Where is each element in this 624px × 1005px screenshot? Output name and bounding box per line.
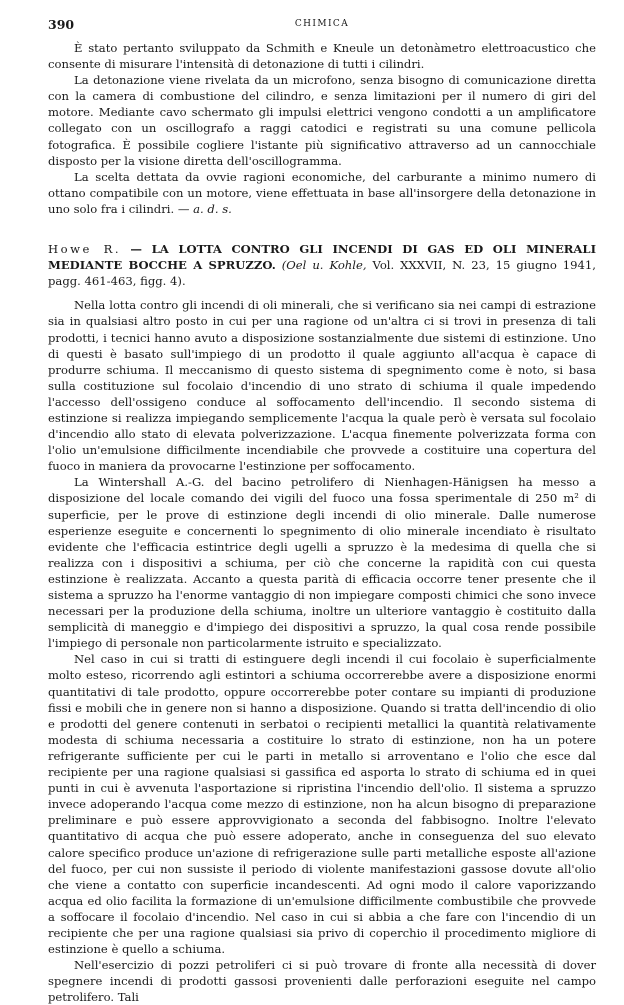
intro-paragraph-2: La detonazione viene rivelata da un microfono, senza bisogno di comunicazione diretta con la camera di combustione del cilindro, e senza limitazioni per il numero di giri del motore. Mediante cavo schermato gli impulsi elettrici vengono condotti a un amplificatore collegato con un oscillografo a raggi catodici e registrati su una comune pellicola fotografica. È possibile cogliere l'istante più significativo attraverso ad un cannocchiale disposto per la visione diretta dell'oscillogramma.: [48, 73, 596, 168]
review-heading: [48, 241, 596, 289]
review-author: Howe R.: [48, 242, 122, 257]
review-paragraph-1: Nella lotta contro gli incendi di oli minerali, che si verificano sia nei campi di estrazione sia in qualsiasi altro posto in cui per una ragione od un'altra ci si trovi in presenza di tali prodotti, i tecnici hanno avuto a disposizione sostanzialmente due sistemi di estinzione. Uno di questi è basato sull'impiego di un prodotto il quale aggiunto all'acqua è capace di produrre schiuma. Il meccanismo di questo sistema di spegnimento come è noto, si basa sulla costituzione sul focolaio d'incendio di uno strato di schiuma il quale impedendo l'accesso dell'ossigeno conduce al soffocamento dell'incendio. Il secondo sistema di estinzione si realizza impiegando semplicemente l'acqua la quale però è versata sul focolaio d'incendio allo stato di elevata polverizzazione. L'acqua finemente polverizzata forma con l'olio un'emulsione difficilmente incendiabile che provvede a costituire una copertura del fuoco in maniera da provocarne l'estinzione per soffocamento.: [48, 298, 596, 474]
review-paragraph-2: La Wintershall A.-G. del bacino petrolifero di Nienhagen-Hänigsen ha messo a disposizione del locale comando dei vigili del fuoco una fossa sperimentale di 250 m² di superficie, per le prove di estinzione degli incendi di olio minerale. Dalle numerose esperienze eseguite e concernenti lo spegnimento di olio minerale incendiato è risultato evidente che l'efficacia estintrice degli ugelli a spruzzo è la medesima di quella che si realizza con i dispositivi a schiuma, per ciò che concerne la rapidità con cui questa estinzione è realizzata. Accanto a questa parità di efficacia occorre tener presente che il sistema a spruzzo ha l'enorme vantaggio di non impiegare composti chimici che sono invece necessari per la produzione della schiuma, inoltre un ulteriore vantaggio è costituito dalla semplicità di maneggio e d'impiego dei dispositivi a spruzzo, la qual cosa rende possibile l'impiego di personale non particolarmente istruito e specializzato.: [48, 475, 596, 651]
review-journal: (Oel u. Kohle,: [281, 258, 367, 273]
article-body: [48, 40, 596, 1005]
intro-signature: — a. d. s.: [177, 201, 232, 216]
review-paragraph-3: Nel caso in cui si tratti di estinguere degli incendi il cui focolaio è superficialmente molto esteso, ricorrendo agli estintori a schiuma occorrerebbe avere a disposizione enormi quantitativi di tale prodotto, oppure occorrerebbe poter contare su impianti di produzione fissi e mobili che in genere non si hanno a disposizione. Quando si tratta dell'incendio di olio e prodotti del genere contenuti in serbatoi o recipienti metallici la quantità relativamente modesta di schiuma necessaria a costituire lo strato di estinzione, non ha un potere refrigerante sufficiente per cui le parti in metallo si arroventano e l'olio che esce dal recipiente per una ragione qualsiasi si gassifica ed asporta lo strato di schiuma ed in quei punti in cui è avvenuta l'asportazione si ripristina l'incendio dell'olio. Il sistema a spruzzo invece adoperando l'acqua come mezzo di estinzione, non ha alcun bisogno di preparazione preliminare e può essere approvvigionato a seconda del fabbisogno. Inoltre l'elevato quantitativo di acqua che può essere adoperato, anche in conseguenza del suo elevato calore specifico produce un'azione di refrigerazione sulle parti metalliche esposte all'azione del fuoco, per cui non sussiste il periodo di violente manifestazioni gassose dovute all'olio che viene a contatto con superficie incandescenti. Ad ogni modo il calore vaporizzando acqua ed olio facilita la formazione di un'emulsione difficilmente combustibile che provvede a soffocare il focolaio d'incendio. Nel caso in cui si abbia a che fare con l'incendio di un recipiente che per una ragione qualsiasi sia privo di coperchio il procedimento migliore di estinzione è quello a schiuma.: [48, 652, 596, 957]
review-citation: Vol. XXXVII, N. 23, 15 giugno 1941, pagg. 461-463, figg. 4).: [48, 258, 596, 289]
running-head: CHIMICA: [294, 19, 350, 29]
section-gap: [48, 217, 596, 241]
page-number: 390: [48, 17, 75, 32]
review-title: — LA LOTTA CONTRO GLI INCENDI DI GAS ED OLI MINERALI MEDIANTE BOCCHE A SPRUZZO.: [48, 242, 596, 273]
intro-paragraph-3: [48, 169, 596, 217]
intro-paragraph-1: È stato pertanto sviluppato da Schmith e Kneule un detonàmetro elettroacustico che consente di misurare l'intensità di detonazione di tutti i cilindri.: [48, 41, 596, 72]
review-paragraph-4: Nell'esercizio di pozzi petroliferi ci si può trovare di fronte alla necessità di dover spegnere incendi di prodotti gassosi provenienti dalle perforazioni eseguite nel campo petrolifero. Tali: [48, 958, 596, 1005]
intro-paragraph-3-text: La scelta dettata da ovvie ragioni economiche, del carburante a minimo numero di ottano compatibile con un motore, viene effettuata in base all'insorgere della detonazione in uno solo fra i cilindri.: [48, 169, 596, 216]
page-header: [48, 17, 596, 31]
